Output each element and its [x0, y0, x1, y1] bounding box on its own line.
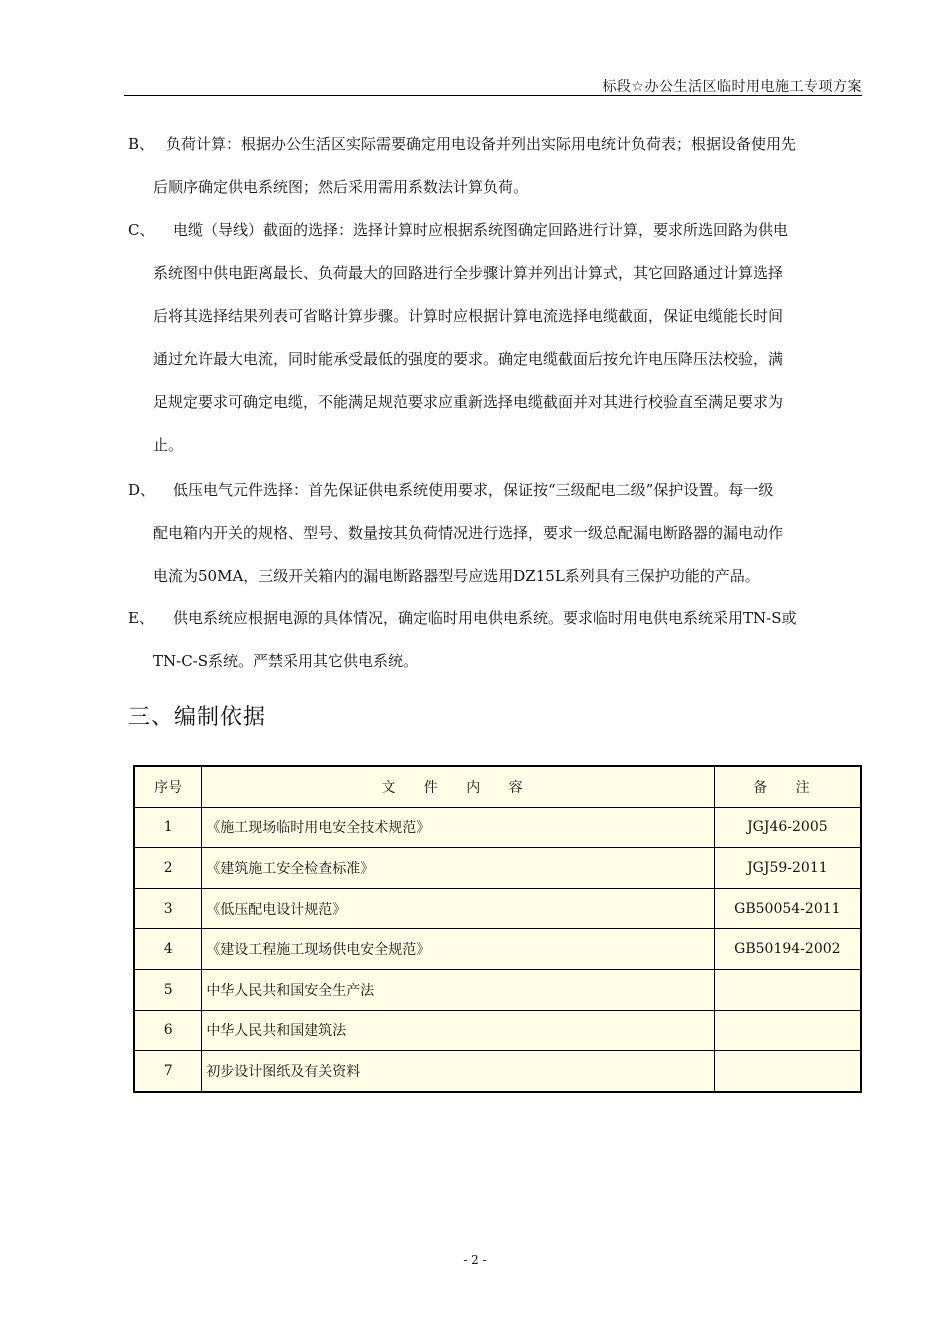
row-note	[714, 969, 861, 1010]
table-row	[134, 848, 861, 889]
row-content: 初步设计图纸及有关资料	[202, 1051, 714, 1092]
row-content: 中华人民共和国建筑法	[202, 1010, 714, 1051]
row-note	[714, 1051, 861, 1092]
row-no: 2	[134, 848, 202, 889]
row-content: 《建筑施工安全检查标准》	[202, 848, 714, 889]
paragraph-b-marker: B、	[128, 135, 155, 153]
paragraph-b-line-2: 后顺序确定供电系统图；然后采用需用系数法计算负荷。	[153, 178, 529, 196]
row-no: 7	[134, 1051, 202, 1092]
paragraph-e-marker: E、	[128, 609, 154, 627]
header-content: 文 件 内 容	[202, 766, 714, 807]
paragraph-c-line-6: 止。	[153, 436, 184, 454]
row-no: 5	[134, 969, 202, 1010]
row-note: JGJ59-2011	[714, 848, 861, 889]
page-number: - 2 -	[463, 1253, 487, 1267]
header-note: 备 注	[714, 766, 861, 807]
paragraph-d-line-2: 配电箱内开关的规格、型号、数量按其负荷情况进行选择，要求一级总配漏电断路器的漏电动作	[153, 524, 784, 542]
header-no: 序号	[134, 766, 202, 807]
row-note: GB50054-2011	[714, 888, 861, 929]
row-content: 《建设工程施工现场供电安全规范》	[202, 929, 714, 970]
section-title: 三、编制依据	[128, 705, 267, 730]
table-row	[134, 1051, 861, 1092]
paragraph-d-marker: D、	[128, 481, 156, 499]
table-row	[134, 929, 861, 970]
row-no: 1	[134, 807, 202, 848]
table-row	[134, 1010, 861, 1051]
header-rule	[124, 95, 862, 96]
row-no: 3	[134, 888, 202, 929]
row-no: 6	[134, 1010, 202, 1051]
row-content: 中华人民共和国安全生产法	[202, 969, 714, 1010]
paragraph-c-marker: C、	[128, 221, 155, 239]
paragraph-e-line-1: E、 供电系统应根据电源的具体情况，确定临时用电供电系统。要求临时用电供电系统采用TN-S或	[128, 609, 797, 627]
header-title: 标段☆办公生活区临时用电施工专项方案	[602, 79, 862, 95]
basis-table	[133, 765, 862, 1093]
row-note	[714, 1010, 861, 1051]
row-note: JGJ46-2005	[714, 807, 861, 848]
paragraph-c-line-4: 通过允许最大电流，同时能承受最低的强度的要求。确定电缆截面后按允许电压降压法校验，满	[153, 350, 784, 368]
table-row	[134, 969, 861, 1010]
paragraph-d-line-3: 电流为50MA，三级开关箱内的漏电断路器型号应选用DZ15L系列具有三保护功能的产品。	[153, 567, 760, 585]
row-content: 《施工现场临时用电安全技术规范》	[202, 807, 714, 848]
row-content: 《低压配电设计规范》	[202, 888, 714, 929]
paragraph-e-line-2: TN-C-S系统。严禁采用其它供电系统。	[153, 652, 419, 670]
paragraph-c-line-2: 系统图中供电距离最长、负荷最大的回路进行全步骤计算并列出计算式，其它回路通过计算选择	[153, 264, 784, 282]
paragraph-c-line-5: 足规定要求可确定电缆，不能满足规范要求应重新选择电缆截面并对其进行校验直至满足要求为	[153, 393, 784, 411]
paragraph-c-line-3: 后将其选择结果列表可省略计算步骤。计算时应根据计算电流选择电缆截面，保证电缆能长时间	[153, 307, 784, 325]
table-row	[134, 807, 861, 848]
row-no: 4	[134, 929, 202, 970]
paragraph-c-line-1: C、 电缆（导线）截面的选择：选择计算时应根据系统图确定回路进行计算，要求所选回路为供电	[128, 221, 789, 239]
table-header-row	[134, 766, 861, 807]
table-row	[134, 888, 861, 929]
paragraph-b-line-1: B、 负荷计算：根据办公生活区实际需要确定用电设备并列出实际用电统计负荷表；根据设备使用先	[128, 135, 797, 153]
paragraph-d-line-1: D、 低压电气元件选择：首先保证供电系统使用要求，保证按“三级配电二级”保护设置。每一级	[128, 481, 774, 499]
row-note: GB50194-2002	[714, 929, 861, 970]
